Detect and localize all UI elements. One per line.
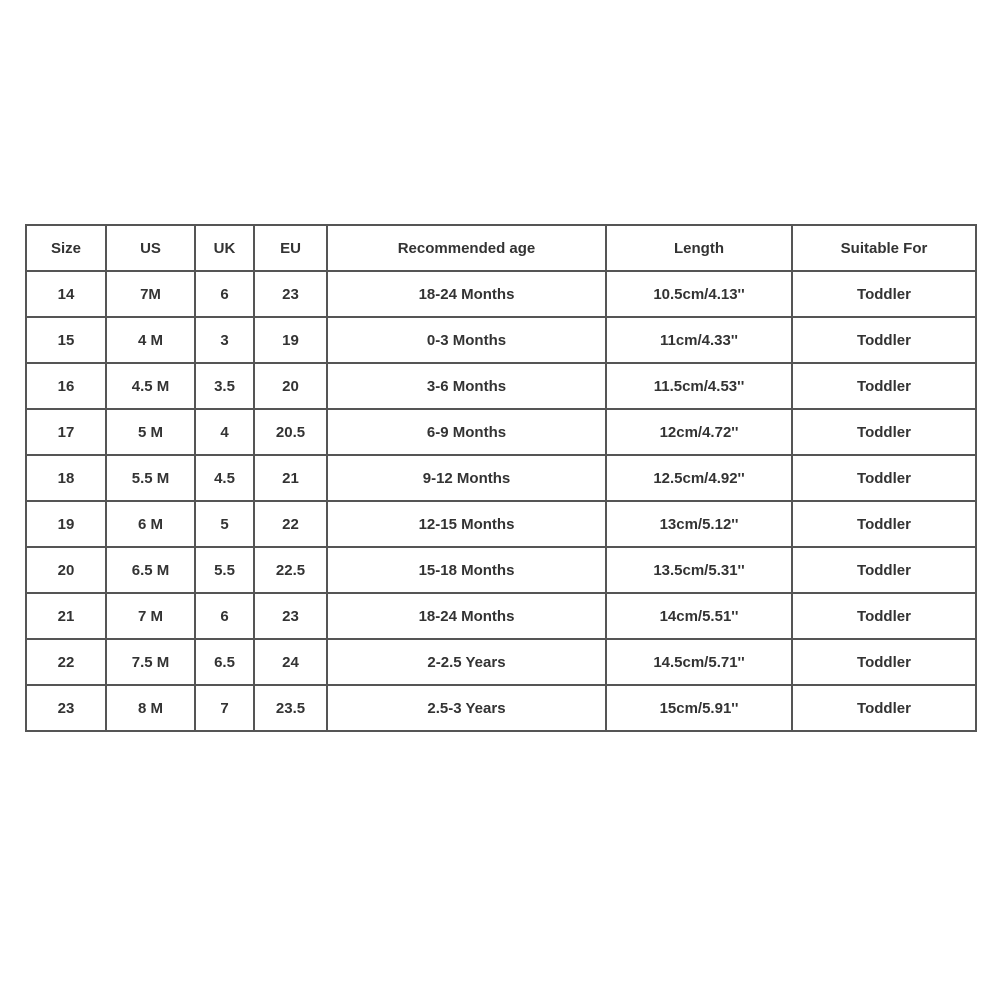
cell-suitable-for: Toddler — [792, 455, 976, 501]
column-header-eu: EU — [254, 225, 327, 271]
cell-length: 14cm/5.51'' — [606, 593, 792, 639]
cell-suitable-for: Toddler — [792, 639, 976, 685]
cell-size: 17 — [26, 409, 106, 455]
table-row — [26, 409, 976, 455]
cell-recommended-age: 12-15 Months — [327, 501, 606, 547]
cell-recommended-age: 18-24 Months — [327, 593, 606, 639]
cell-uk: 5.5 — [195, 547, 254, 593]
cell-length: 11cm/4.33'' — [606, 317, 792, 363]
cell-size: 16 — [26, 363, 106, 409]
column-header-length: Length — [606, 225, 792, 271]
cell-size: 22 — [26, 639, 106, 685]
cell-eu: 22.5 — [254, 547, 327, 593]
cell-eu: 23 — [254, 593, 327, 639]
cell-size: 19 — [26, 501, 106, 547]
cell-suitable-for: Toddler — [792, 547, 976, 593]
cell-suitable-for: Toddler — [792, 271, 976, 317]
cell-length: 12.5cm/4.92'' — [606, 455, 792, 501]
cell-length: 15cm/5.91'' — [606, 685, 792, 731]
column-header-uk: UK — [195, 225, 254, 271]
column-header-us: US — [106, 225, 195, 271]
cell-us: 4.5 M — [106, 363, 195, 409]
table-row — [26, 501, 976, 547]
cell-size: 23 — [26, 685, 106, 731]
cell-eu: 20 — [254, 363, 327, 409]
cell-length: 12cm/4.72'' — [606, 409, 792, 455]
cell-us: 7.5 M — [106, 639, 195, 685]
cell-suitable-for: Toddler — [792, 317, 976, 363]
cell-recommended-age: 9-12 Months — [327, 455, 606, 501]
cell-us: 5.5 M — [106, 455, 195, 501]
cell-size: 14 — [26, 271, 106, 317]
cell-uk: 4 — [195, 409, 254, 455]
column-header-size: Size — [26, 225, 106, 271]
cell-eu: 19 — [254, 317, 327, 363]
table-body — [26, 271, 976, 731]
table-row — [26, 547, 976, 593]
table-row — [26, 317, 976, 363]
cell-eu: 21 — [254, 455, 327, 501]
cell-us: 8 M — [106, 685, 195, 731]
cell-length: 10.5cm/4.13'' — [606, 271, 792, 317]
cell-uk: 3.5 — [195, 363, 254, 409]
cell-uk: 7 — [195, 685, 254, 731]
cell-suitable-for: Toddler — [792, 409, 976, 455]
cell-recommended-age: 2-2.5 Years — [327, 639, 606, 685]
table-row — [26, 455, 976, 501]
cell-recommended-age: 18-24 Months — [327, 271, 606, 317]
cell-size: 15 — [26, 317, 106, 363]
cell-uk: 5 — [195, 501, 254, 547]
cell-eu: 23.5 — [254, 685, 327, 731]
cell-length: 11.5cm/4.53'' — [606, 363, 792, 409]
cell-uk: 6 — [195, 593, 254, 639]
cell-length: 13.5cm/5.31'' — [606, 547, 792, 593]
table-row — [26, 685, 976, 731]
cell-recommended-age: 0-3 Months — [327, 317, 606, 363]
cell-suitable-for: Toddler — [792, 363, 976, 409]
size-chart-table — [25, 224, 977, 732]
column-header-recommended-age: Recommended age — [327, 225, 606, 271]
cell-us: 4 M — [106, 317, 195, 363]
table-row — [26, 271, 976, 317]
table-header — [26, 225, 976, 271]
cell-recommended-age: 3-6 Months — [327, 363, 606, 409]
cell-suitable-for: Toddler — [792, 593, 976, 639]
cell-eu: 20.5 — [254, 409, 327, 455]
cell-us: 7M — [106, 271, 195, 317]
cell-us: 5 M — [106, 409, 195, 455]
cell-recommended-age: 2.5-3 Years — [327, 685, 606, 731]
cell-recommended-age: 6-9 Months — [327, 409, 606, 455]
cell-eu: 22 — [254, 501, 327, 547]
table-row — [26, 593, 976, 639]
cell-uk: 6 — [195, 271, 254, 317]
cell-eu: 24 — [254, 639, 327, 685]
cell-us: 6 M — [106, 501, 195, 547]
cell-eu: 23 — [254, 271, 327, 317]
table-row — [26, 639, 976, 685]
cell-us: 7 M — [106, 593, 195, 639]
cell-length: 14.5cm/5.71'' — [606, 639, 792, 685]
cell-size: 20 — [26, 547, 106, 593]
cell-suitable-for: Toddler — [792, 501, 976, 547]
table-row — [26, 363, 976, 409]
column-header-suitable-for: Suitable For — [792, 225, 976, 271]
cell-uk: 3 — [195, 317, 254, 363]
cell-recommended-age: 15-18 Months — [327, 547, 606, 593]
cell-uk: 6.5 — [195, 639, 254, 685]
cell-length: 13cm/5.12'' — [606, 501, 792, 547]
cell-size: 18 — [26, 455, 106, 501]
header-row — [26, 225, 976, 271]
cell-us: 6.5 M — [106, 547, 195, 593]
cell-suitable-for: Toddler — [792, 685, 976, 731]
cell-size: 21 — [26, 593, 106, 639]
cell-uk: 4.5 — [195, 455, 254, 501]
